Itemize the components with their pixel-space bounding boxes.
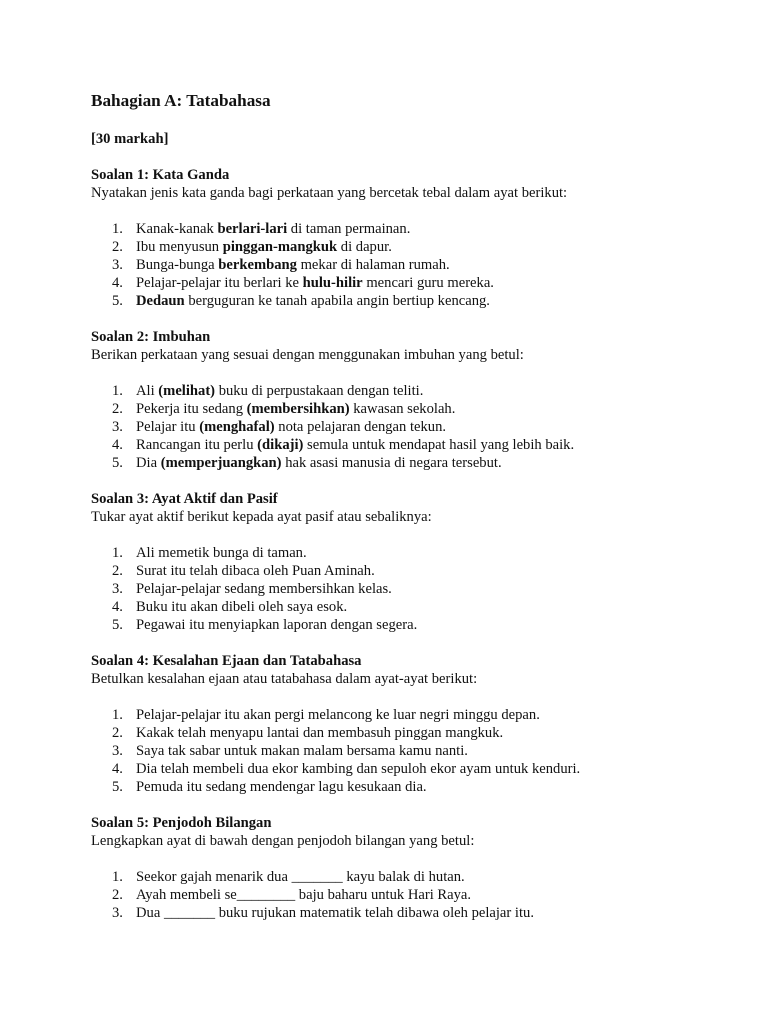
question-item (91, 598, 721, 616)
question-text-end: nota pelajaran dengan tekun. (274, 419, 447, 435)
question-number: 4. (112, 761, 123, 777)
question-text: Pelajar-pelajar itu akan pergi melancong ke luar negri minggu depan. (136, 707, 540, 723)
question-text-end: mekar di halaman rumah. (296, 257, 450, 273)
question-item (91, 904, 721, 922)
question-text-end: berguguran ke tanah apabila angin bertiup kencang. (184, 293, 490, 309)
question-list (91, 868, 721, 922)
question-text: Dua _______ buku rujukan matematik telah dibawa oleh pelajar itu. (136, 905, 534, 921)
question-number: 4. (112, 437, 123, 453)
question-text: Ali memetik bunga di taman. (136, 545, 307, 561)
question-number: 4. (112, 599, 123, 615)
question-text: Dia telah membeli dua ekor kambing dan sepuloh ekor ayam untuk kenduri. (136, 761, 581, 777)
question-item (91, 724, 721, 742)
question-item (91, 760, 721, 778)
question-list (91, 220, 721, 310)
question-text: Seekor gajah menarik dua _______ kayu balak di hutan. (136, 869, 465, 885)
section-instruction: Berikan perkataan yang sesuai dengan menggunakan imbuhan yang betul: (91, 347, 524, 363)
question-text: Pemuda itu sedang mendengar lagu kesukaan dia. (136, 779, 427, 795)
question-text-end: kawasan sekolah. (349, 401, 456, 417)
question-number: 1. (112, 545, 123, 561)
question-number: 5. (112, 779, 123, 795)
question-text: Pelajar itu (136, 419, 200, 435)
question-text-end: buku di perpustakaan dengan teliti. (215, 383, 424, 399)
question-number: 4. (112, 275, 123, 291)
question-item (91, 274, 721, 292)
question-number: 2. (112, 401, 123, 417)
question-item (91, 868, 721, 886)
sections-container (91, 166, 721, 922)
question-item (91, 706, 721, 724)
question-text: Kakak telah menyapu lantai dan membasuh pinggan mangkuk. (136, 725, 504, 741)
question-section (91, 166, 721, 310)
question-text: Ali (136, 383, 159, 399)
question-text-end: mencari guru mereka. (362, 275, 494, 291)
question-number: 3. (112, 743, 123, 759)
question-text: Pegawai itu menyiapkan laporan dengan segera. (136, 617, 418, 633)
question-section (91, 652, 721, 796)
highlighted-term: Dedaun (136, 293, 185, 309)
highlighted-term: berkembang (218, 257, 297, 273)
section-heading: Soalan 3: Ayat Aktif dan Pasif (91, 491, 278, 507)
section-heading: Soalan 5: Penjodoh Bilangan (91, 815, 272, 831)
question-item (91, 562, 721, 580)
question-number: 2. (112, 239, 123, 255)
question-item (91, 778, 721, 796)
question-item (91, 436, 721, 454)
question-number: 1. (112, 383, 123, 399)
highlighted-term: berlari-lari (217, 221, 288, 237)
highlighted-term: (menghafal) (199, 419, 275, 435)
question-text-end: di dapur. (337, 239, 392, 255)
question-number: 3. (112, 581, 123, 597)
question-text-end: semula untuk mendapat hasil yang lebih baik. (303, 437, 575, 453)
question-section (91, 814, 721, 922)
question-text-end: hak asasi manusia di negara tersebut. (281, 455, 502, 471)
question-text: Pekerja itu sedang (136, 401, 247, 417)
question-text: Ibu menyusun (136, 239, 223, 255)
section-instruction: Lengkapkan ayat di bawah dengan penjodoh bilangan yang betul: (91, 833, 475, 849)
section-heading: Soalan 2: Imbuhan (91, 329, 211, 345)
question-text: Kanak-kanak (136, 221, 218, 237)
question-number: 2. (112, 725, 123, 741)
question-item (91, 238, 721, 256)
question-number: 1. (112, 221, 123, 237)
question-text: Buku itu akan dibeli oleh saya esok. (136, 599, 348, 615)
question-text: Bunga-bunga (136, 257, 219, 273)
question-item (91, 418, 721, 436)
highlighted-term: (memperjuangkan) (160, 455, 282, 471)
question-number: 3. (112, 905, 123, 921)
highlighted-term: hulu-hilir (302, 275, 363, 291)
highlighted-term: (membersihkan) (246, 401, 350, 417)
question-text: Saya tak sabar untuk makan malam bersama kamu nanti. (136, 743, 468, 759)
question-item (91, 454, 721, 472)
question-item (91, 382, 721, 400)
highlighted-term: (dikaji) (257, 437, 304, 453)
question-item (91, 616, 721, 634)
question-text: Dia (136, 455, 161, 471)
question-list (91, 544, 721, 634)
question-text-end: di taman permainan. (287, 221, 411, 237)
section-heading: Soalan 1: Kata Ganda (91, 167, 230, 183)
question-number: 5. (112, 455, 123, 471)
question-number: 5. (112, 293, 123, 309)
question-number: 1. (112, 707, 123, 723)
section-instruction: Tukar ayat aktif berikut kepada ayat pasif atau sebaliknya: (91, 509, 432, 525)
question-text: Pelajar-pelajar sedang membersihkan kelas. (136, 581, 392, 597)
question-section (91, 490, 721, 634)
question-list (91, 382, 721, 472)
question-text: Pelajar-pelajar itu berlari ke (136, 275, 303, 291)
question-text: Rancangan itu perlu (136, 437, 258, 453)
question-item (91, 292, 721, 310)
question-item (91, 220, 721, 238)
question-text: Ayah membeli se________ baju baharu untuk Hari Raya. (136, 887, 472, 903)
question-item (91, 256, 721, 274)
question-list (91, 706, 721, 796)
highlighted-term: pinggan-mangkuk (222, 239, 338, 255)
question-item (91, 886, 721, 904)
question-number: 3. (112, 419, 123, 435)
question-number: 1. (112, 869, 123, 885)
question-item (91, 580, 721, 598)
question-number: 2. (112, 887, 123, 903)
question-number: 2. (112, 563, 123, 579)
question-item (91, 400, 721, 418)
highlighted-term: (melihat) (158, 383, 216, 399)
question-item (91, 742, 721, 760)
question-text: Surat itu telah dibaca oleh Puan Aminah. (136, 563, 375, 579)
page-title: Bahagian A: Tatabahasa (91, 91, 271, 110)
section-instruction: Betulkan kesalahan ejaan atau tatabahasa dalam ayat-ayat berikut: (91, 671, 478, 687)
section-heading: Soalan 4: Kesalahan Ejaan dan Tatabahasa (91, 653, 362, 669)
worksheet-page (91, 90, 721, 940)
question-number: 3. (112, 257, 123, 273)
question-number: 5. (112, 617, 123, 633)
question-item (91, 544, 721, 562)
total-marks: [30 markah] (91, 131, 169, 147)
section-instruction: Nyatakan jenis kata ganda bagi perkataan yang bercetak tebal dalam ayat berikut: (91, 185, 568, 201)
question-section (91, 328, 721, 472)
